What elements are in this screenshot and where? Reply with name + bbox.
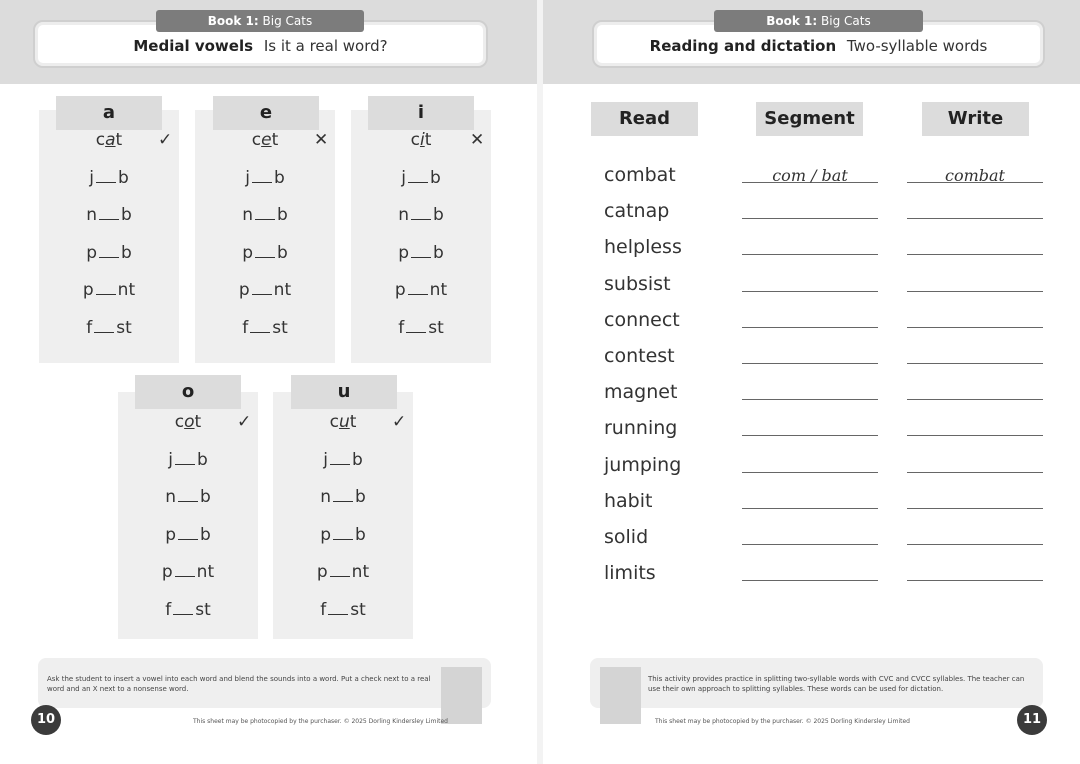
fill-in-word <box>59 168 159 188</box>
vowel-blank[interactable] <box>250 319 270 333</box>
word-prefix: f <box>398 318 405 338</box>
fill-in-word <box>138 525 238 545</box>
fill-in-word <box>293 600 393 620</box>
fill-in-word <box>371 243 471 263</box>
example-word <box>381 130 461 150</box>
word-suffix: st <box>350 600 366 620</box>
vowel-blank[interactable] <box>411 206 431 220</box>
write-line[interactable] <box>907 399 1043 400</box>
write-line[interactable] <box>907 291 1043 292</box>
word-suffix: b <box>117 167 129 188</box>
read-header: Read <box>591 102 698 136</box>
vowel-blank[interactable] <box>94 319 114 333</box>
vowel-blank[interactable] <box>178 526 198 540</box>
read-word: combat <box>604 164 676 186</box>
word-prefix: p <box>394 280 406 301</box>
word-suffix: b <box>200 524 211 545</box>
write-line[interactable] <box>907 508 1043 509</box>
vowel-blank[interactable] <box>411 244 431 258</box>
vowel-header-a: a <box>56 96 162 130</box>
vowel-header-i: i <box>368 96 474 130</box>
fill-in-word <box>215 168 315 188</box>
word-suffix: st <box>195 600 211 620</box>
vowel-blank[interactable] <box>406 319 426 333</box>
page-gutter <box>537 0 543 764</box>
fill-in-word <box>371 318 471 338</box>
example-segment: com / bat <box>772 166 848 185</box>
word-prefix: n <box>242 205 253 226</box>
vowel-blank[interactable] <box>330 451 350 465</box>
word-prefix: j <box>323 449 328 470</box>
example-prefix: c <box>95 130 106 150</box>
word-suffix: b <box>276 205 288 226</box>
segment-line[interactable] <box>742 399 878 400</box>
left-copyright: This sheet may be photocopied by the purchaser. © 2025 Dorling Kindersley Limited <box>193 718 448 725</box>
word-prefix: p <box>165 524 176 545</box>
read-word: magnet <box>604 381 678 404</box>
fill-in-word <box>215 205 315 225</box>
word-suffix: b <box>277 242 288 263</box>
fill-in-word <box>293 525 393 545</box>
word-prefix: j <box>168 449 173 470</box>
word-suffix: nt <box>117 280 136 301</box>
check-mark-icon: ✓ <box>237 412 252 432</box>
example-suffix: t <box>271 130 279 150</box>
cross-mark-icon: ✕ <box>470 130 485 150</box>
word-prefix: n <box>165 487 176 508</box>
example-word <box>303 412 383 432</box>
word-suffix: nt <box>429 280 448 301</box>
word-suffix: st <box>116 318 132 338</box>
example-prefix: c <box>251 130 262 150</box>
left-title-rest: Is it a real word? <box>263 37 388 55</box>
word-suffix: b <box>351 449 363 470</box>
word-suffix: b <box>354 487 366 508</box>
example-word <box>69 130 149 150</box>
read-word: habit <box>604 489 653 512</box>
fill-in-word <box>215 280 315 300</box>
left-page-number: 10 <box>31 705 61 735</box>
word-prefix: j <box>245 167 250 188</box>
word-suffix: st <box>428 318 444 338</box>
fill-in-word <box>138 450 238 470</box>
example-prefix: c <box>329 412 339 432</box>
segment-line[interactable] <box>742 291 878 292</box>
fill-in-word <box>59 243 159 263</box>
vowel-header-o: o <box>135 375 241 409</box>
example-suffix: t <box>194 412 202 432</box>
vowel-blank[interactable] <box>333 526 353 540</box>
word-suffix: b <box>199 487 211 508</box>
fill-in-word <box>215 243 315 263</box>
read-word: catnap <box>604 200 670 223</box>
left-book-label: Big Cats <box>262 14 313 28</box>
word-suffix: b <box>121 242 132 263</box>
example-suffix: t <box>115 130 123 150</box>
left-note-text: Ask the student to insert a vowel into each word and blend the sounds into a word. Put a check next to a real word and an X next to a nonsense word. <box>47 675 431 693</box>
segment-line[interactable] <box>742 327 878 328</box>
vowel-blank[interactable] <box>175 451 195 465</box>
write-line[interactable] <box>907 363 1043 364</box>
vowel-blank[interactable] <box>99 206 119 220</box>
word-prefix: f <box>86 318 93 338</box>
vowel-blank[interactable] <box>408 169 428 183</box>
example-write: combat <box>945 166 1005 185</box>
vowel-blank[interactable] <box>408 281 428 295</box>
vowel-blank[interactable] <box>330 563 350 577</box>
word-prefix: j <box>401 167 406 188</box>
right-title-rest: Two-syllable words <box>846 37 988 55</box>
right-book-tag <box>714 10 923 32</box>
example-vowel: u <box>338 412 350 432</box>
vowel-blank[interactable] <box>252 169 272 183</box>
check-mark-icon: ✓ <box>158 130 173 150</box>
fill-in-word <box>293 562 393 582</box>
write-line[interactable] <box>907 580 1043 581</box>
fill-in-word <box>371 205 471 225</box>
segment-header: Segment <box>756 102 863 136</box>
word-suffix: b <box>429 167 441 188</box>
write-line[interactable] <box>907 327 1043 328</box>
vowel-blank[interactable] <box>178 488 198 502</box>
word-suffix: nt <box>196 562 215 583</box>
fill-in-word <box>215 318 315 338</box>
read-word: subsist <box>604 272 671 295</box>
right-book-label: Big Cats <box>821 14 871 28</box>
word-suffix: b <box>196 449 208 470</box>
segment-line[interactable] <box>742 363 878 364</box>
word-prefix: n <box>320 487 331 508</box>
fill-in-word <box>371 168 471 188</box>
example-word <box>225 130 305 150</box>
right-title-bold: Reading and dictation <box>649 37 837 55</box>
right-note-text: This activity provides practice in splitting two-syllable words with CVC and CVCC syllables. The teacher can use their own approach to splitting syllables. These words can be used for dictation. <box>648 675 1025 693</box>
left-note-image-placeholder <box>441 667 482 724</box>
segment-line[interactable] <box>742 508 878 509</box>
word-suffix: b <box>273 167 285 188</box>
word-prefix: p <box>398 242 409 263</box>
example-prefix: c <box>410 130 420 150</box>
word-prefix: j <box>89 167 94 188</box>
word-prefix: p <box>86 242 97 263</box>
read-word: jumping <box>604 453 682 476</box>
right-copyright: This sheet may be photocopied by the purchaser. © 2025 Dorling Kindersley Limited <box>655 718 910 725</box>
fill-in-word <box>59 205 159 225</box>
segment-line[interactable] <box>742 435 878 436</box>
write-line[interactable] <box>907 218 1043 219</box>
fill-in-word <box>138 562 238 582</box>
word-prefix: p <box>316 562 328 583</box>
read-word: solid <box>604 526 649 548</box>
right-book-label-bold: Book 1: <box>766 14 818 28</box>
vowel-header-u: u <box>291 375 397 409</box>
word-prefix: p <box>320 524 331 545</box>
word-suffix: b <box>433 242 444 263</box>
example-word <box>148 412 228 432</box>
fill-in-word <box>59 318 159 338</box>
read-word: contest <box>604 345 675 367</box>
vowel-blank[interactable] <box>96 169 116 183</box>
right-note-box <box>590 658 1043 708</box>
write-line[interactable] <box>907 435 1043 436</box>
write-header: Write <box>922 102 1029 136</box>
segment-line[interactable] <box>742 580 878 581</box>
vowel-blank[interactable] <box>328 601 348 615</box>
example-vowel: o <box>184 412 195 432</box>
left-book-label-bold: Book 1: <box>207 14 259 28</box>
word-suffix: b <box>432 205 444 226</box>
word-suffix: b <box>355 524 366 545</box>
word-prefix: p <box>161 562 173 583</box>
vowel-blank[interactable] <box>255 244 275 258</box>
word-prefix: f <box>165 600 172 620</box>
write-line[interactable] <box>907 254 1043 255</box>
write-line[interactable] <box>907 544 1043 545</box>
example-vowel: e <box>261 130 272 150</box>
right-note-image-placeholder <box>600 667 641 724</box>
word-prefix: p <box>242 242 253 263</box>
vowel-blank[interactable] <box>175 563 195 577</box>
read-word: limits <box>604 562 656 585</box>
word-prefix: p <box>238 280 250 301</box>
read-word: helpless <box>604 236 682 259</box>
word-suffix: b <box>120 205 132 226</box>
left-title-bold: Medial vowels <box>133 37 254 55</box>
word-suffix: nt <box>351 562 370 583</box>
vowel-header-e: e <box>213 96 319 130</box>
segment-line[interactable] <box>742 472 878 473</box>
write-line[interactable] <box>907 472 1043 473</box>
fill-in-word <box>59 280 159 300</box>
read-word: connect <box>604 308 680 331</box>
vowel-blank[interactable] <box>96 281 116 295</box>
word-prefix: p <box>82 280 94 301</box>
word-prefix: f <box>320 600 327 620</box>
vowel-blank[interactable] <box>173 601 193 615</box>
check-mark-icon: ✓ <box>392 412 407 432</box>
word-suffix: nt <box>273 280 292 301</box>
fill-in-word <box>293 487 393 507</box>
fill-in-word <box>138 600 238 620</box>
word-prefix: f <box>242 318 249 338</box>
vowel-blank[interactable] <box>252 281 272 295</box>
word-prefix: n <box>86 205 97 226</box>
vowel-blank[interactable] <box>99 244 119 258</box>
read-word: running <box>604 417 678 440</box>
vowel-blank[interactable] <box>333 488 353 502</box>
example-vowel: i <box>419 130 425 150</box>
word-prefix: n <box>398 205 409 226</box>
fill-in-word <box>293 450 393 470</box>
cross-mark-icon: ✕ <box>314 130 329 150</box>
example-prefix: c <box>174 412 185 432</box>
segment-line[interactable] <box>742 544 878 545</box>
example-suffix: t <box>349 412 357 432</box>
example-suffix: t <box>424 130 432 150</box>
right-page-number: 11 <box>1017 705 1047 735</box>
fill-in-word <box>371 280 471 300</box>
left-book-tag <box>156 10 364 32</box>
segment-line[interactable] <box>742 218 878 219</box>
fill-in-word <box>138 487 238 507</box>
left-note-box <box>38 658 491 708</box>
segment-line[interactable] <box>742 254 878 255</box>
example-vowel: a <box>105 130 116 150</box>
word-suffix: st <box>272 318 288 338</box>
vowel-blank[interactable] <box>255 206 275 220</box>
